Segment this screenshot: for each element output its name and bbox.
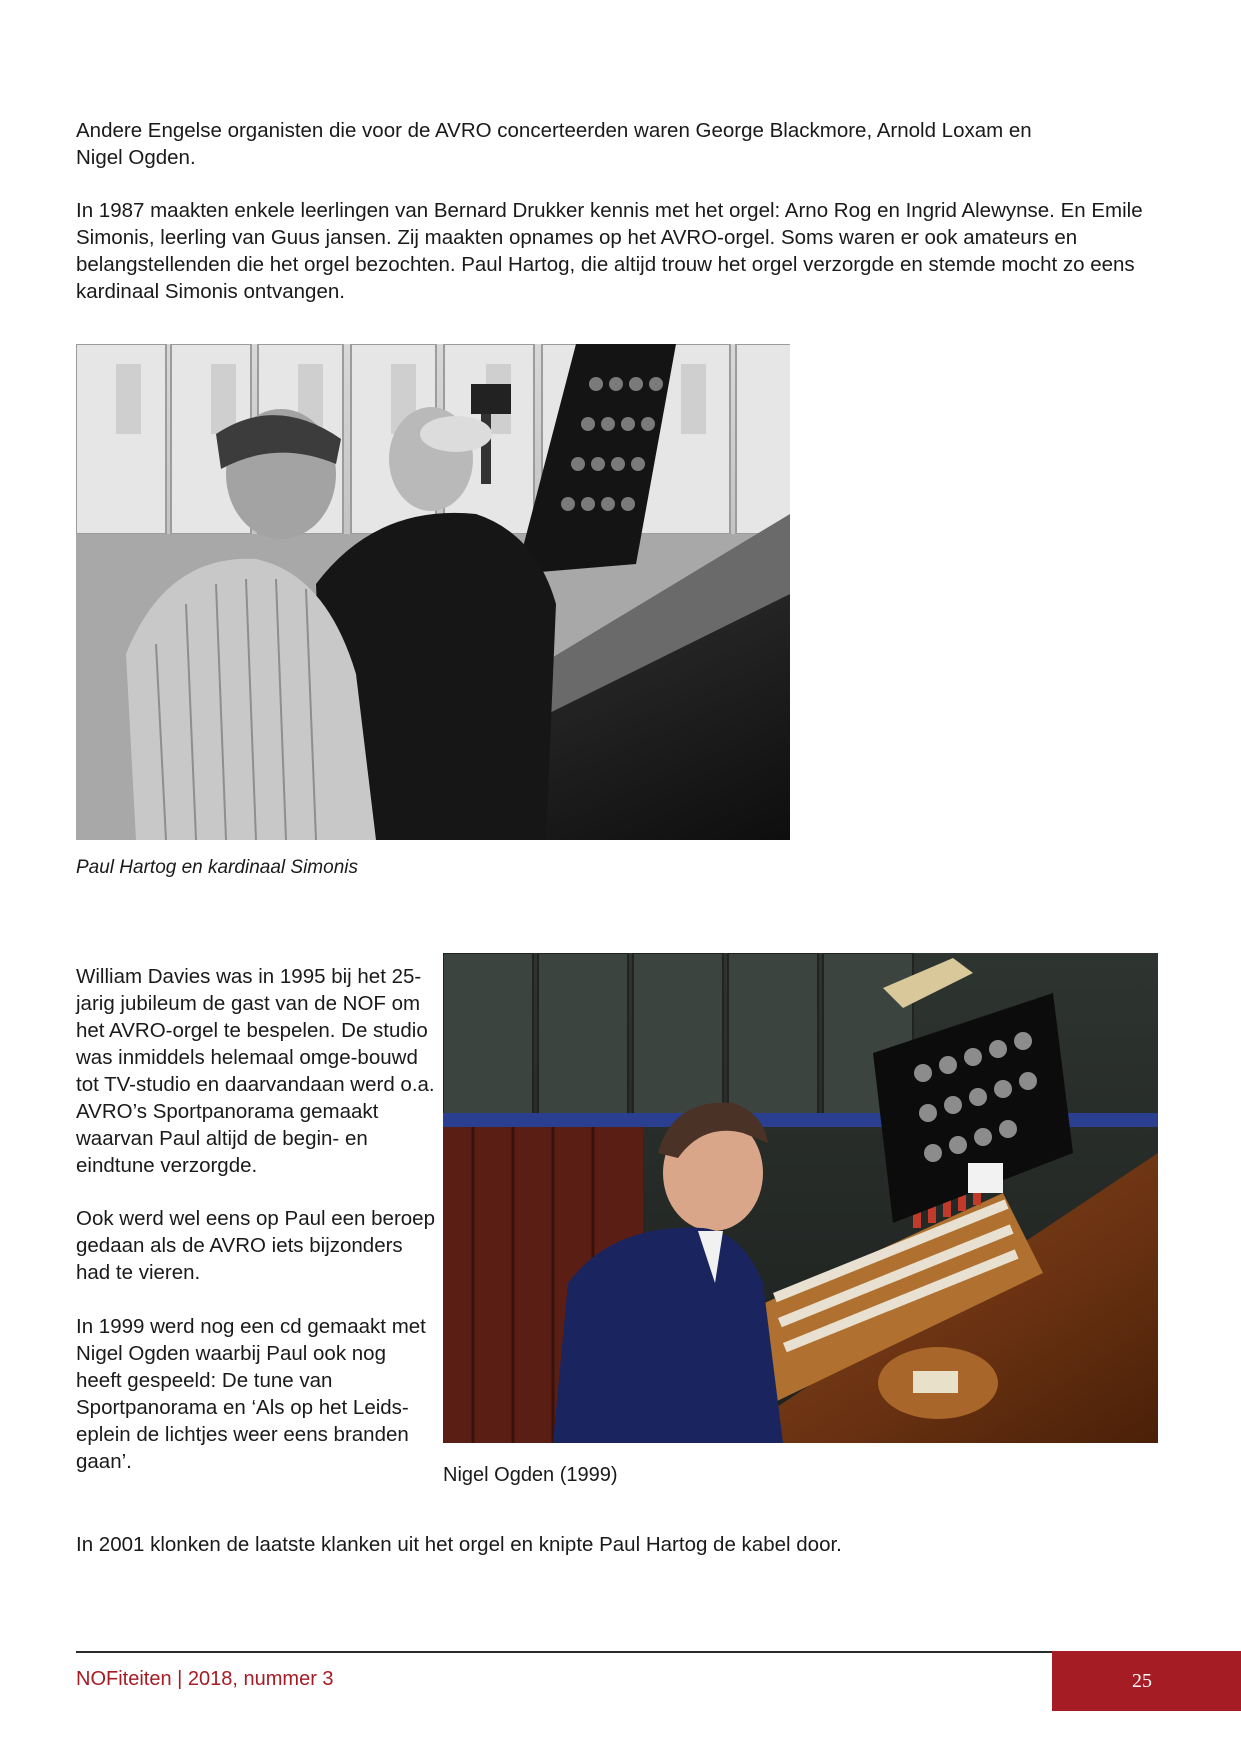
paragraph-2001-laatste-klanken: In 2001 klonken de laatste klanken uit het orgel en knipte Paul Hartog de kabel door. xyxy=(76,1533,842,1556)
page-number: 25 xyxy=(1132,1670,1152,1692)
paragraph-william-davies: William Davies was in 1995 bij het 25-jarig jubileum de gast van de NOF om het AVRO-orgel te bespelen. De studio was inmiddels helemaal omge-bouwd tot TV-studio en daarvandaan werd o.a. AVRO’s Sportpanorama gemaakt waarvan Paul altijd de begin- en eindtune verzorgde. xyxy=(76,965,435,1177)
page-number-box xyxy=(1052,1651,1241,1711)
photo-nigel-ogden xyxy=(443,953,1158,1443)
footer-publication: NOFiteiten | 2018, nummer 3 xyxy=(76,1668,334,1690)
photo-hartog-simonis xyxy=(76,344,790,840)
paragraph-beroep-avro: Ook werd wel eens op Paul een beroep gedaan als de AVRO iets bijzonders had te vieren. xyxy=(76,1207,435,1284)
caption-photo-hartog-simonis: Paul Hartog en kardinaal Simonis xyxy=(76,857,358,878)
footer-divider xyxy=(76,1651,1052,1653)
caption-photo-nigel-ogden: Nigel Ogden (1999) xyxy=(443,1464,618,1486)
paragraph-cd-1999: In 1999 werd nog een cd gemaakt met Nigel Ogden waarbij Paul ook nog heeft gespeeld: De tune van Sportpanorama en ‘Als op het Leids-eplein de lichtjes weer eens branden gaan’. xyxy=(76,1315,426,1473)
paragraph-1987-leerlingen: In 1987 maakten enkele leerlingen van Bernard Drukker kennis met het orgel: Arno Rog en Ingrid Alewynse. En Emile Simonis, leerling van Guus jansen. Zij maakten opnames op het AVRO-orgel. Soms waren er ook amateurs en belangstellenden die het orgel bezochten. Paul Hartog, die altijd trouw het orgel verzorgde en stemde mocht zo eens kardinaal Simonis ontvangen. xyxy=(76,199,1143,303)
paragraph-engelse-organisten: Andere Engelse organisten die voor de AVRO concerteerden waren George Blackmore, Arnold Loxam en Nigel Ogden. xyxy=(76,119,1032,169)
